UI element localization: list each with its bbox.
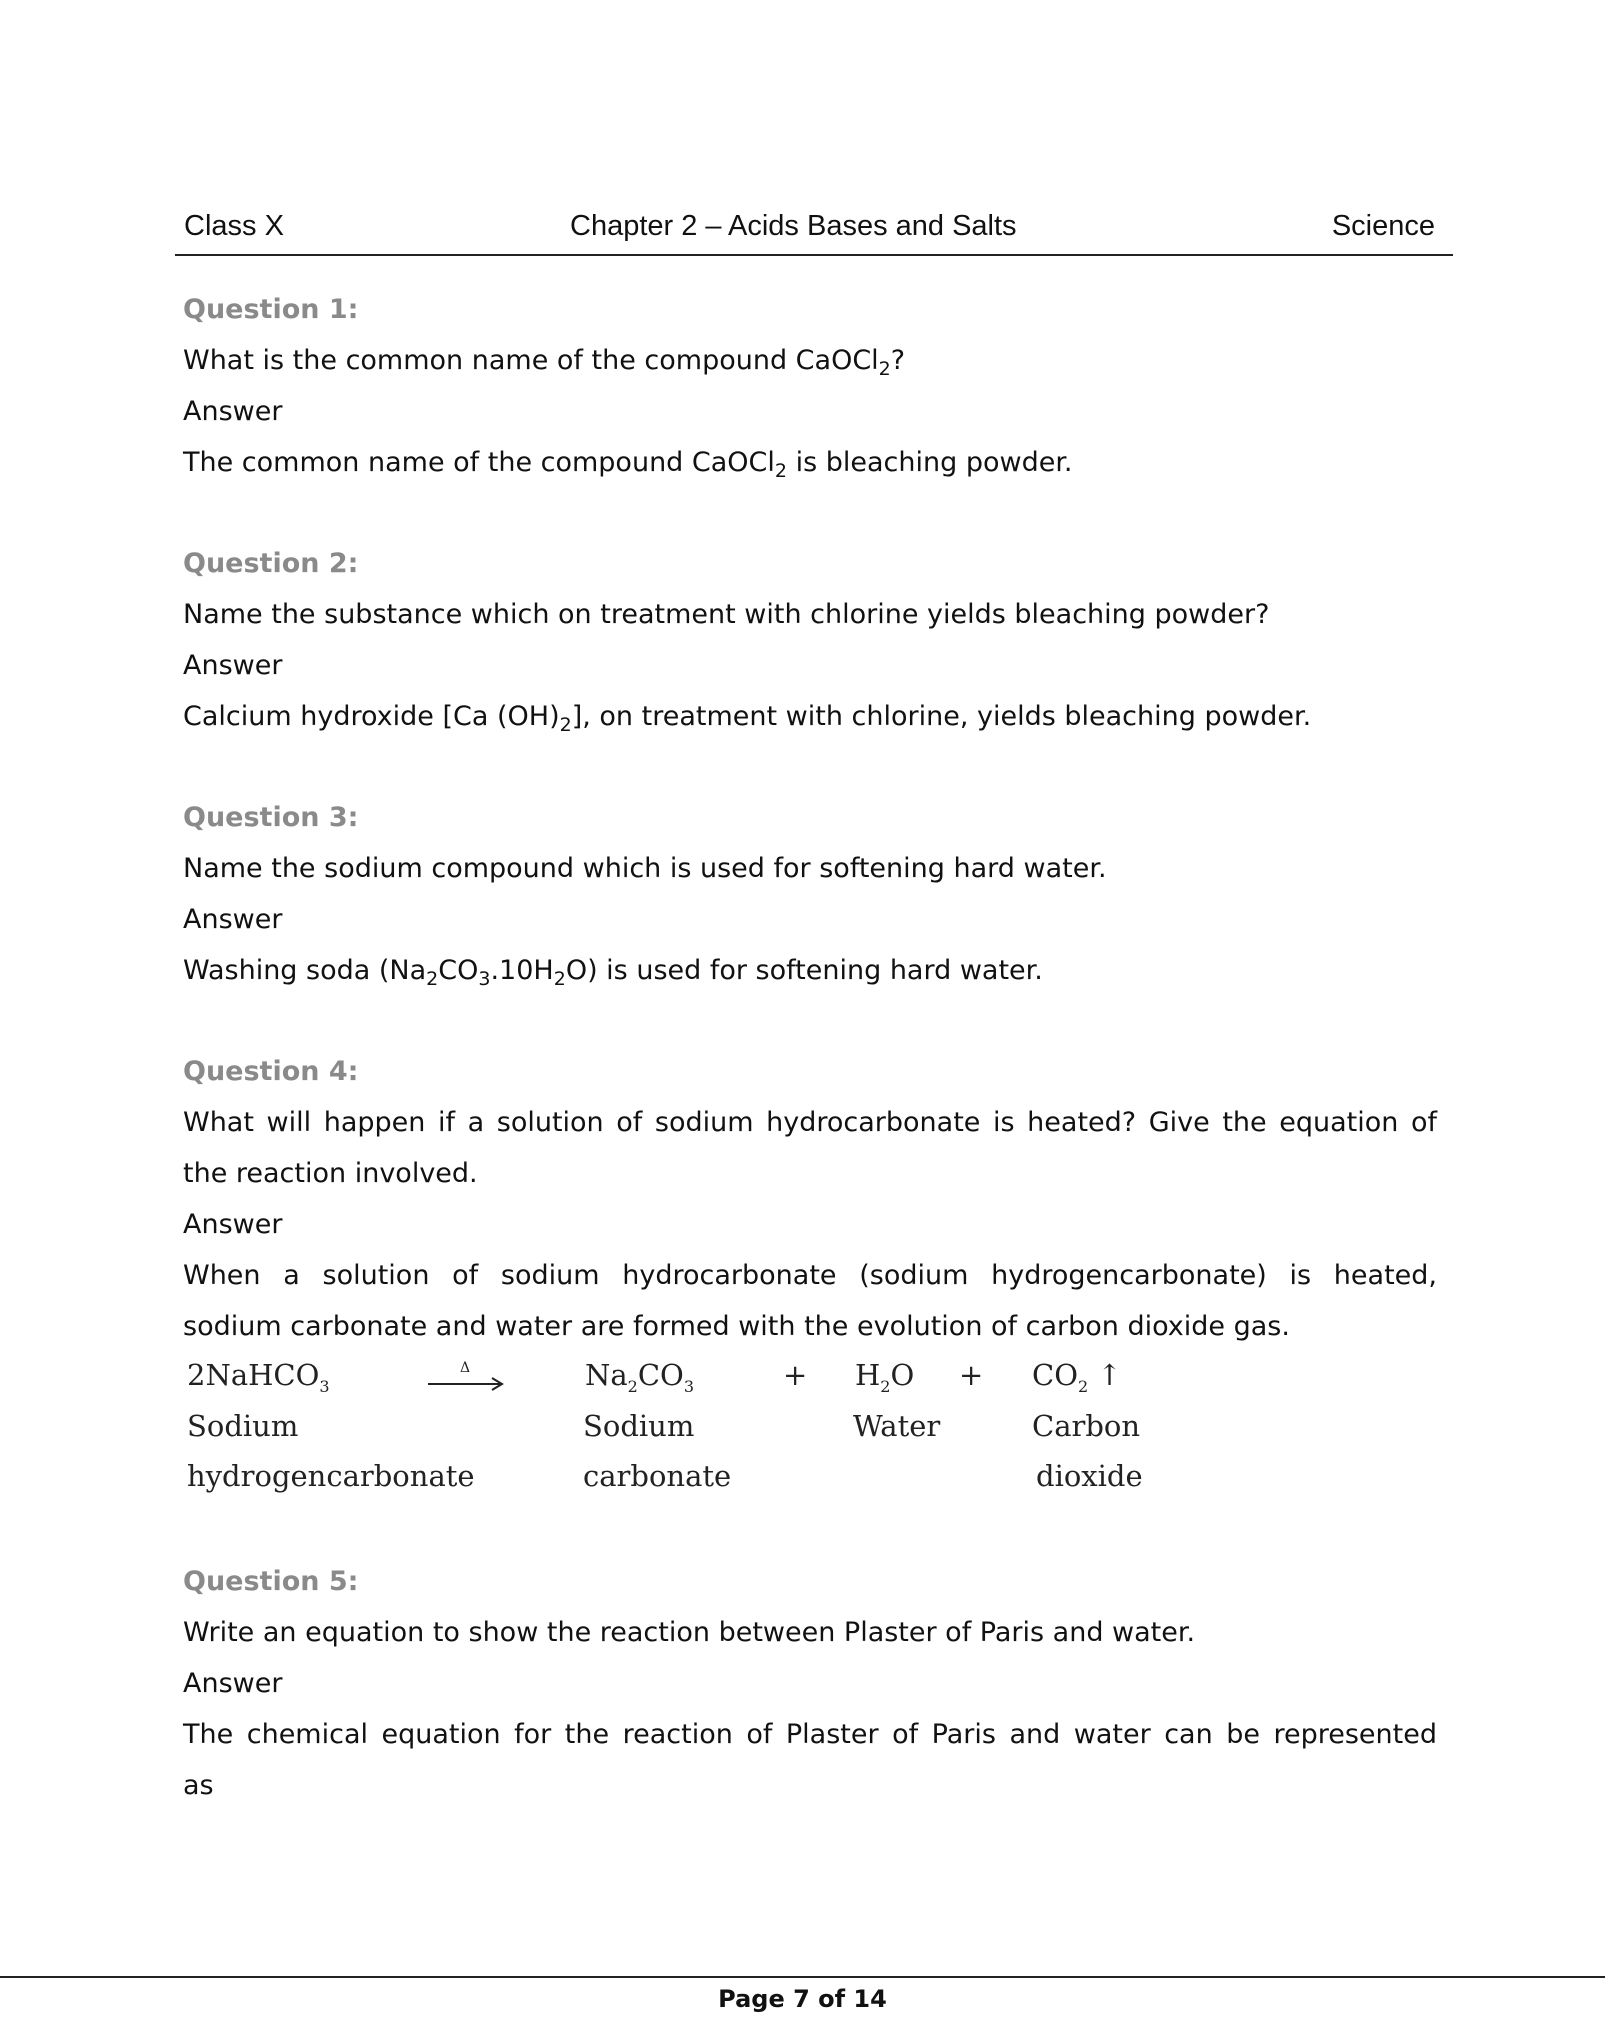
- answer-text-line-2: sodium carbonate and water are formed with the evolution of carbon dioxide gas.: [183, 1311, 1290, 1342]
- product-3-formula: $CO_2$ ↑: [1032, 1358, 1122, 1396]
- reactant-name-1: Sodium: [187, 1409, 299, 1443]
- question-label: Question 3:: [183, 802, 359, 833]
- subject-label: Science: [1331, 210, 1435, 242]
- answer-text-line-1: The chemical equation for the reaction of Plaster of Paris and water can be represented: [183, 1719, 1437, 1750]
- plus-sign-1: +: [783, 1358, 808, 1392]
- product-1-formula: $Na_2CO_3$: [585, 1358, 695, 1396]
- answer-label: Answer: [183, 396, 283, 427]
- answer-text-line-2: as: [183, 1770, 214, 1801]
- plus-sign-2: +: [959, 1358, 984, 1392]
- question-block-4: [183, 1046, 1437, 1508]
- page-number: Page 7 of 14: [718, 1985, 887, 2013]
- answer-label: Answer: [183, 1668, 283, 1699]
- product-3-name-2: dioxide: [1036, 1459, 1143, 1493]
- question-block-5: [183, 1556, 1437, 1811]
- question-text: Name the sodium compound which is used for softening hard water.: [183, 853, 1107, 884]
- answer-text: Washing soda $(Na_2CO_3.10H_2O)$ is used for softening hard water.: [183, 955, 1043, 990]
- question-text-line-2: the reaction involved.: [183, 1158, 478, 1189]
- heat-arrow: [426, 1360, 506, 1396]
- product-2-formula: $H_2O$: [855, 1358, 915, 1396]
- product-1-name-1: Sodium: [583, 1409, 695, 1443]
- question-text: What is the common name of the compound CaOCl$_2$?: [183, 345, 906, 380]
- chapter-title: Chapter 2 – Acids Bases and Salts: [570, 210, 1017, 242]
- reactant-name-2: hydrogencarbonate: [187, 1459, 475, 1493]
- question-label: Question 5:: [183, 1566, 359, 1597]
- answer-text-line-1: When a solution of sodium hydrocarbonate (sodium hydrogencarbonate) is heated,: [183, 1260, 1437, 1291]
- product-1-name-2: carbonate: [583, 1459, 732, 1493]
- question-block-3: [183, 792, 1437, 996]
- question-label: Question 2:: [183, 548, 359, 579]
- question-text: Name the substance which on treatment with chlorine yields bleaching powder?: [183, 599, 1270, 630]
- class-label: Class X: [184, 210, 284, 242]
- arrow-icon: [426, 1360, 506, 1396]
- answer-label: Answer: [183, 904, 283, 935]
- answer-label: Answer: [183, 1209, 283, 1240]
- product-2-name: Water: [853, 1409, 941, 1443]
- answer-text: Calcium hydroxide [Ca $(OH)_2$], on treatment with chlorine, yields bleaching powder.: [183, 701, 1312, 736]
- answer-text: The common name of the compound CaOCl$_2$ is bleaching powder.: [183, 447, 1073, 482]
- heat-symbol: Δ: [460, 1360, 471, 1376]
- document-body: [183, 284, 1437, 1861]
- product-3-name-1: Carbon: [1032, 1409, 1141, 1443]
- reactant-formula: 2NaHCO$_3$: [187, 1358, 330, 1396]
- question-text: Write an equation to show the reaction between Plaster of Paris and water.: [183, 1617, 1196, 1648]
- question-block-1: [183, 284, 1437, 488]
- chemical-equation: [183, 1358, 1437, 1508]
- question-label: Question 4:: [183, 1056, 359, 1087]
- question-label: Question 1:: [183, 294, 359, 325]
- question-text-line-1: What will happen if a solution of sodium hydrocarbonate is heated? Give the equation of: [183, 1107, 1437, 1138]
- page-header: [175, 210, 1453, 256]
- footer-divider: [0, 1976, 1605, 1978]
- question-block-2: [183, 538, 1437, 742]
- answer-label: Answer: [183, 650, 283, 681]
